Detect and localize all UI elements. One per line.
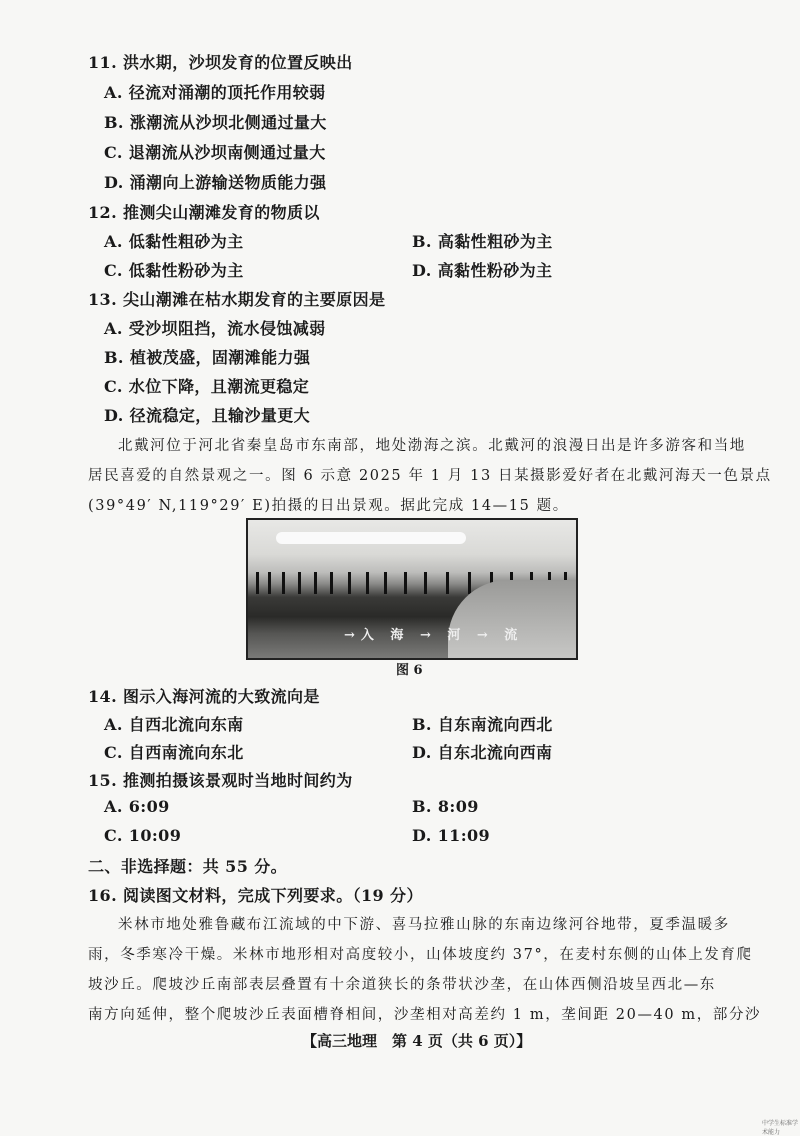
question-14-stem: 14. 图示入海河流的大致流向是 [88, 687, 320, 706]
sunrise-photo-figure [246, 518, 578, 660]
question-13-option-d: D. 径流稳定，且输沙量更大 [104, 406, 311, 425]
question-15-option-b: B. 8:09 [412, 797, 479, 816]
passage-line-3: (39°49′ N,119°29′ E)拍摄的日出景观。据此完成 14—15 题。 [88, 498, 569, 514]
question-15-option-d: D. 11:09 [412, 826, 491, 845]
question-12-option-b: B. 高黏性粗砂为主 [412, 232, 553, 251]
question-13-option-a: A. 受沙坝阻挡，流水侵蚀减弱 [104, 319, 326, 338]
question-15-option-c: C. 10:09 [104, 826, 182, 845]
question-14-option-d: D. 自东北流向西南 [412, 743, 553, 762]
question-16-stem: 16. 阅读图文材料，完成下列要求。（19 分） [88, 886, 423, 905]
question-12-option-d: D. 高黏性粉砂为主 [412, 261, 553, 280]
river-flow-label: →入 海 → 河 → 流 [344, 628, 524, 643]
question-12-option-a: A. 低黏性粗砂为主 [104, 232, 244, 251]
question-11-option-a: A. 径流对涌潮的顶托作用较弱 [104, 83, 326, 102]
q16-material-line-3: 坡沙丘。爬坡沙丘南部表层叠置有十余道狭长的条带状沙垄，在山体西侧沿坡呈西北—东 [88, 977, 716, 993]
question-13-option-b: B. 植被茂盛，固潮滩能力强 [104, 348, 311, 367]
figure-caption: 图 6 [396, 663, 423, 678]
passage-line-2: 居民喜爱的自然景观之一。图 6 示意 2025 年 1 月 13 日某摄影爱好者在北戴河海天一色景点 [88, 468, 772, 484]
question-13-option-c: C. 水位下降，且潮流更稳定 [104, 377, 310, 396]
question-15-stem: 15. 推测拍摄该景观时当地时间约为 [88, 771, 353, 790]
q16-material-line-1: 米林市地处雅鲁藏布江流域的中下游、喜马拉雅山脉的东南边缘河谷地带，夏季温暖多 [118, 917, 730, 933]
question-11-option-c: C. 退潮流从沙坝南侧通过量大 [104, 143, 326, 162]
question-12-stem: 12. 推测尖山潮滩发育的物质以 [88, 203, 320, 222]
question-14-option-c: C. 自西南流向东北 [104, 743, 244, 762]
watermark-text: 中学生标准学术能力 [762, 1120, 799, 1136]
question-14-option-b: B. 自东南流向西北 [412, 715, 553, 734]
q16-material-line-4: 南方向延伸，整个爬坡沙丘表面槽脊相间，沙垄相对高差约 1 m，垄间距 20—40 m，部分沙 [88, 1007, 762, 1023]
question-14-option-a: A. 自西北流向东南 [104, 715, 244, 734]
question-11-option-d: D. 涌潮向上游输送物质能力强 [104, 173, 327, 192]
question-13-stem: 13. 尖山潮滩在枯水期发育的主要原因是 [88, 290, 386, 309]
page-footer: 【高三地理 第 4 页（共 6 页）】 [302, 1032, 532, 1050]
question-11-option-b: B. 涨潮流从沙坝北侧通过量大 [104, 113, 327, 132]
section-2-heading: 二、非选择题：共 55 分。 [88, 857, 288, 876]
q16-material-line-2: 雨，冬季寒冷干燥。米林市地形相对高度较小，山体坡度约 37°，在麦村东侧的山体上发育爬 [88, 947, 753, 963]
passage-line-1: 北戴河位于河北省秦皇岛市东南部，地处渤海之滨。北戴河的浪漫日出是许多游客和当地 [118, 438, 746, 454]
question-12-option-c: C. 低黏性粉砂为主 [104, 261, 244, 280]
question-15-option-a: A. 6:09 [104, 797, 170, 816]
question-11-stem: 11. 洪水期，沙坝发育的位置反映出 [88, 53, 353, 72]
sun-glare [276, 532, 466, 544]
